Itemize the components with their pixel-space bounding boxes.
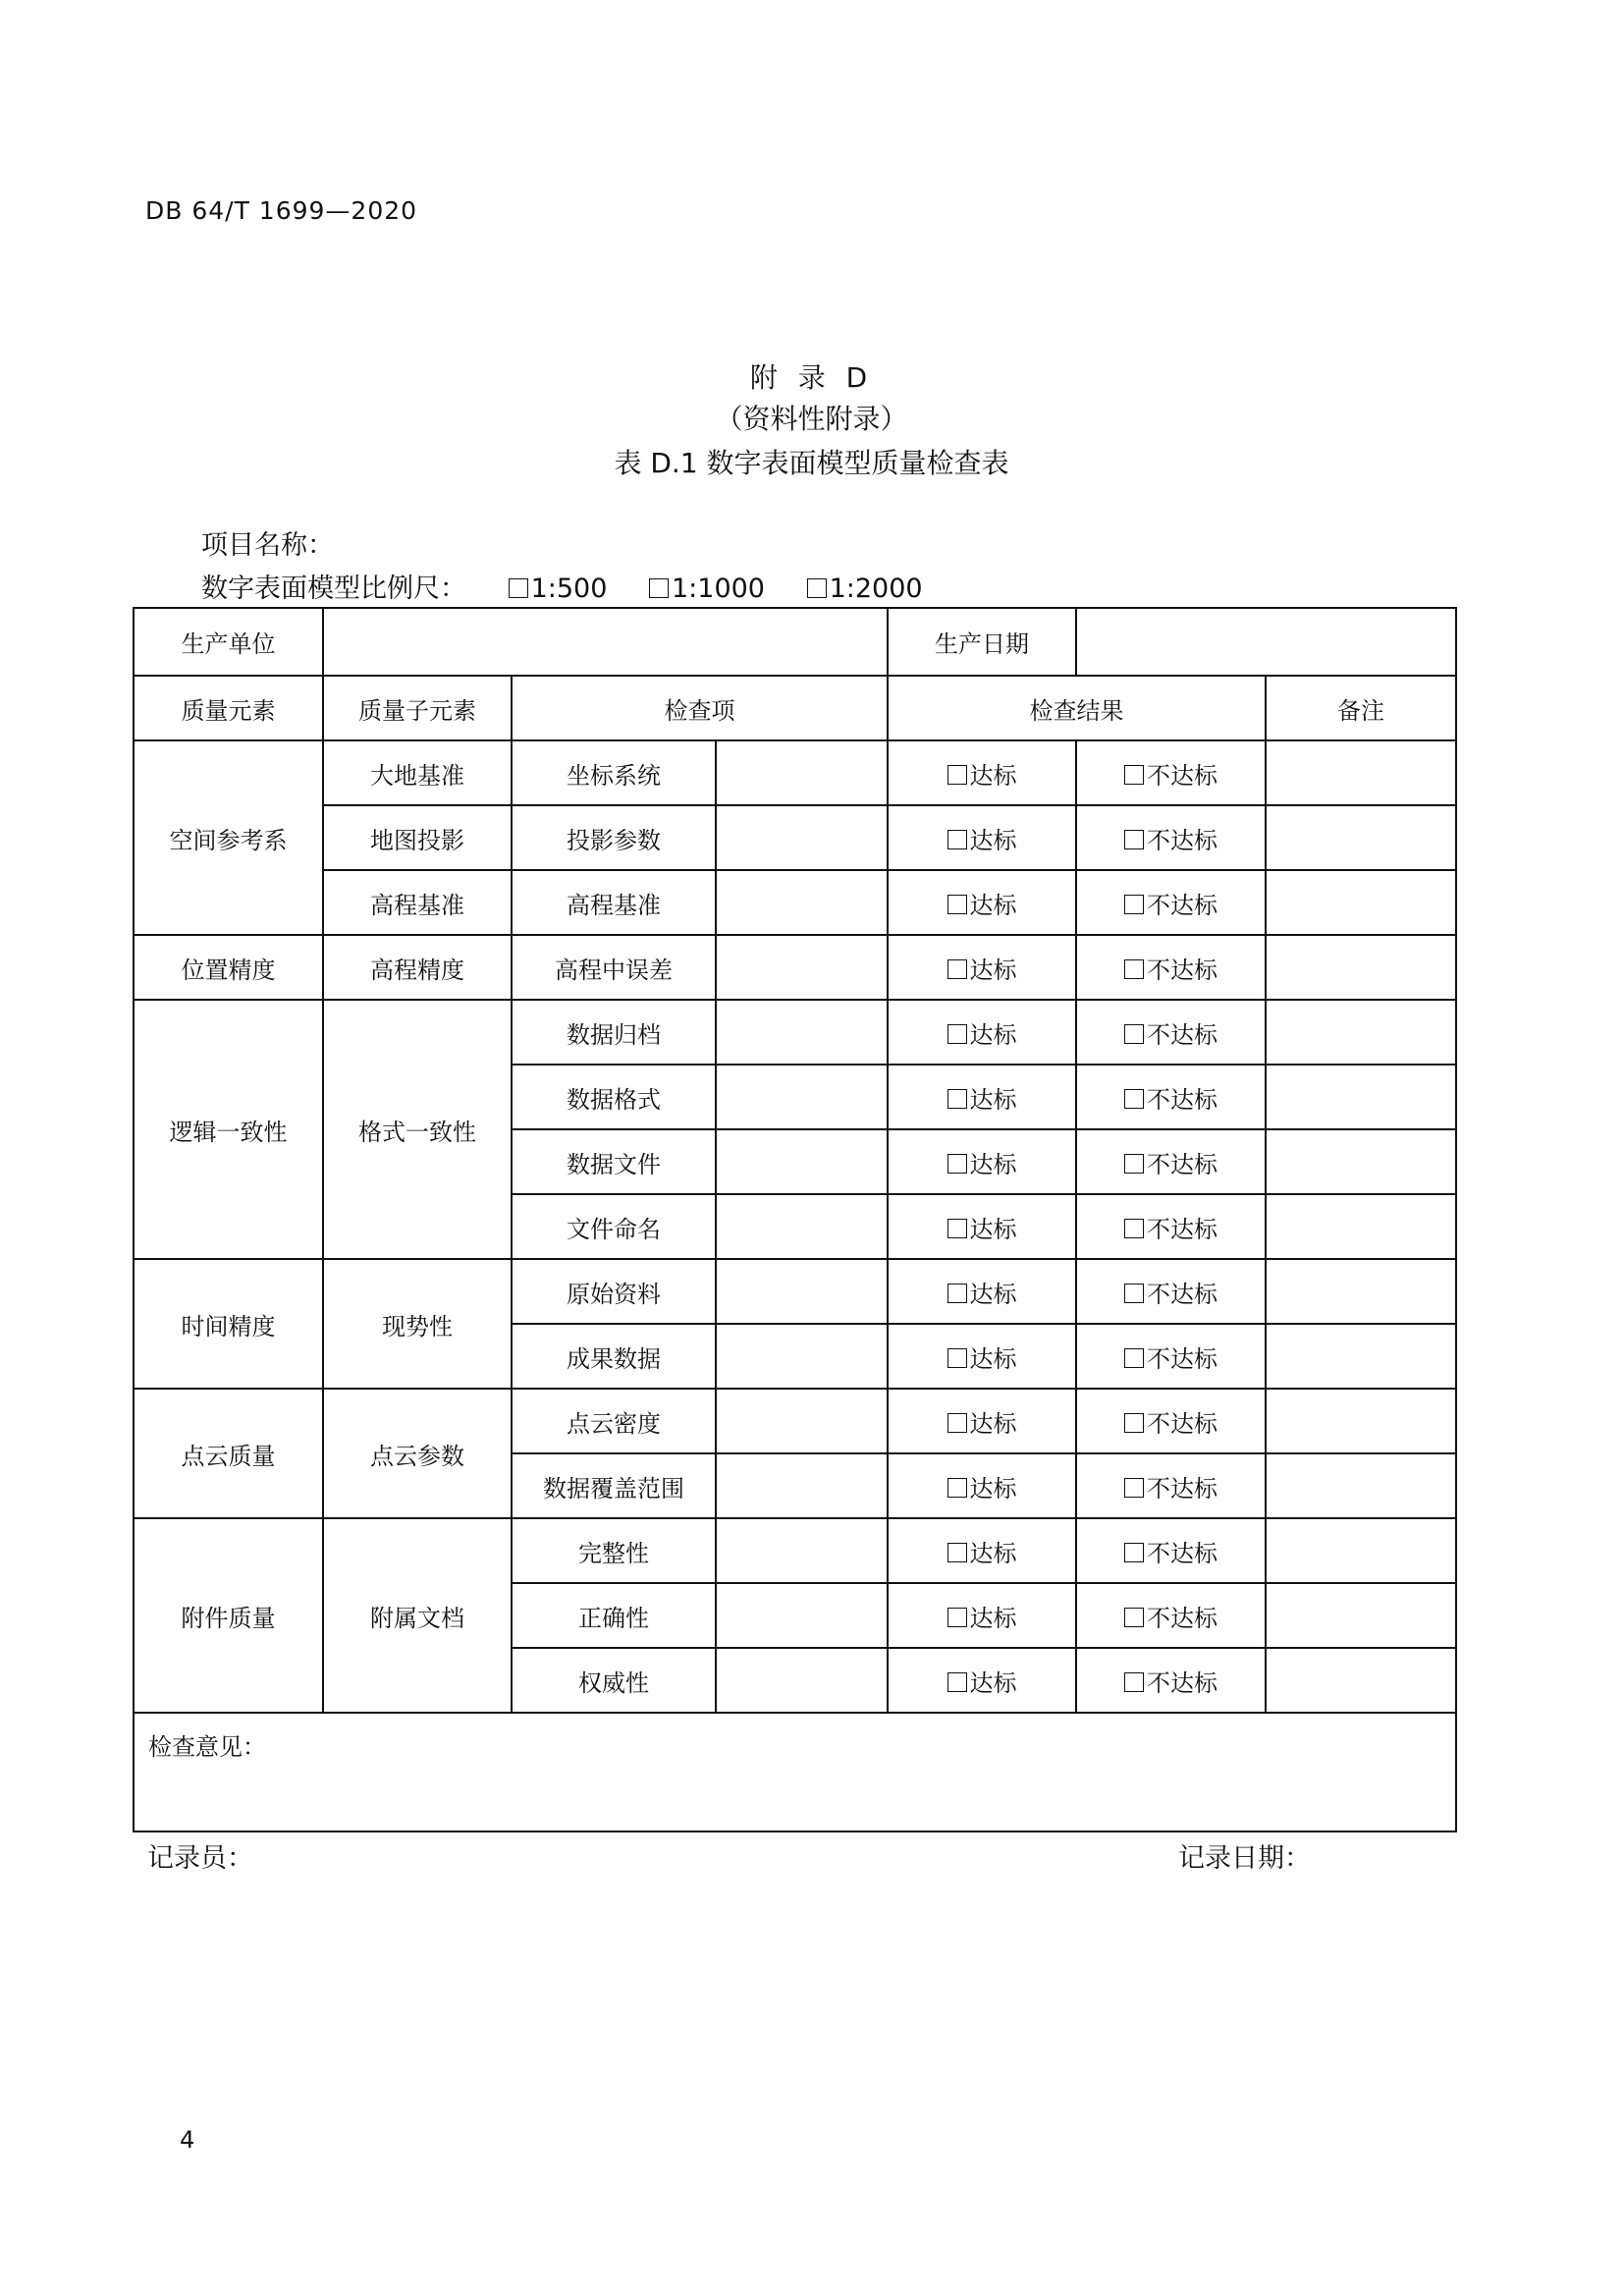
check-item: 数据覆盖范围 <box>512 1453 716 1518</box>
recorder-label: 记录员： <box>147 1843 253 1874</box>
header-remark: 备注 <box>1266 676 1456 740</box>
quality-sub-element: 现势性 <box>323 1259 512 1389</box>
table-title: 表 D.1 数字表面模型质量检查表 <box>614 447 1009 479</box>
remark-cell[interactable] <box>1266 1518 1456 1583</box>
scale-line <box>201 567 923 605</box>
fail-label: 不达标 <box>1147 1409 1218 1438</box>
fail-label: 不达标 <box>1147 1280 1218 1308</box>
check-item: 成果数据 <box>512 1324 716 1389</box>
checkbox-icon <box>1124 1284 1144 1303</box>
pass-label: 达标 <box>969 1215 1017 1243</box>
appendix-title: 附 录 D <box>749 361 874 394</box>
check-item-detail[interactable] <box>716 1518 888 1583</box>
fail-label: 不达标 <box>1147 1604 1218 1632</box>
record-date-label: 记录日期： <box>1178 1843 1311 1874</box>
remark-cell[interactable] <box>1266 1194 1456 1259</box>
fail-option[interactable] <box>1076 1129 1266 1194</box>
remark-cell[interactable] <box>1266 1129 1456 1194</box>
fail-label: 不达标 <box>1147 1539 1218 1567</box>
pass-option[interactable] <box>888 1518 1076 1583</box>
scale-option-500[interactable]: 1:500 <box>509 574 608 604</box>
fail-option[interactable] <box>1076 1000 1266 1065</box>
scale-label: 数字表面模型比例尺： <box>201 574 466 604</box>
quality-element: 时间精度 <box>134 1259 323 1389</box>
check-item-detail[interactable] <box>716 805 888 870</box>
checkbox-icon <box>1124 1672 1144 1692</box>
check-item-detail[interactable] <box>716 740 888 805</box>
check-item-detail[interactable] <box>716 870 888 935</box>
check-item: 数据归档 <box>512 1000 716 1065</box>
remark-cell[interactable] <box>1266 1000 1456 1065</box>
remark-cell[interactable] <box>1266 805 1456 870</box>
project-name-label: 项目名称： <box>201 530 334 561</box>
check-item-detail[interactable] <box>716 1000 888 1065</box>
fail-label: 不达标 <box>1147 1085 1218 1114</box>
fail-option[interactable] <box>1076 1648 1266 1713</box>
table-row <box>134 1389 1456 1453</box>
fail-label: 不达标 <box>1147 1150 1218 1178</box>
quality-element: 空间参考系 <box>134 740 323 935</box>
header-element: 质量元素 <box>134 676 323 740</box>
pass-option[interactable] <box>888 1389 1076 1453</box>
fail-option[interactable] <box>1076 1259 1266 1324</box>
quality-check-table <box>133 607 1457 1832</box>
checkbox-icon <box>947 1543 967 1562</box>
check-item-detail[interactable] <box>716 1648 888 1713</box>
fail-label: 不达标 <box>1147 826 1218 854</box>
checkbox-icon <box>947 1284 967 1303</box>
fail-option[interactable] <box>1076 1453 1266 1518</box>
checkbox-icon <box>947 959 967 979</box>
check-item: 高程基准 <box>512 870 716 935</box>
scale-option-1000[interactable]: 1:1000 <box>649 574 765 604</box>
fail-label: 不达标 <box>1147 1344 1218 1373</box>
table-row <box>134 805 1456 870</box>
checkbox-icon <box>1124 1478 1144 1498</box>
quality-sub-element: 点云参数 <box>323 1389 512 1518</box>
check-item: 完整性 <box>512 1518 716 1583</box>
quality-element: 附件质量 <box>134 1518 323 1713</box>
remark-cell[interactable] <box>1266 1648 1456 1713</box>
checkbox-icon <box>947 1478 967 1498</box>
quality-sub-element: 高程基准 <box>323 870 512 935</box>
checkbox-icon <box>947 1672 967 1692</box>
production-unit-label: 生产单位 <box>134 608 323 676</box>
check-item: 数据格式 <box>512 1065 716 1129</box>
check-item-detail[interactable] <box>716 1194 888 1259</box>
checkbox-icon <box>947 1024 967 1044</box>
fail-label: 不达标 <box>1147 1215 1218 1243</box>
pass-option[interactable] <box>888 1065 1076 1129</box>
pass-label: 达标 <box>969 1085 1017 1114</box>
pass-label: 达标 <box>969 1150 1017 1178</box>
quality-element: 位置精度 <box>134 935 323 1000</box>
checkbox-icon <box>807 578 827 598</box>
remark-cell[interactable] <box>1266 1453 1456 1518</box>
check-item: 坐标系统 <box>512 740 716 805</box>
pass-label: 达标 <box>969 826 1017 854</box>
checkbox-icon <box>947 1154 967 1174</box>
fail-option[interactable] <box>1076 935 1266 1000</box>
check-item: 原始资料 <box>512 1259 716 1324</box>
pass-label: 达标 <box>969 1344 1017 1373</box>
remark-cell[interactable] <box>1266 935 1456 1000</box>
check-item: 文件命名 <box>512 1194 716 1259</box>
table-row <box>134 740 1456 805</box>
checkbox-icon <box>1124 959 1144 979</box>
fail-option[interactable] <box>1076 805 1266 870</box>
pass-option[interactable] <box>888 1324 1076 1389</box>
checkbox-icon <box>1124 1543 1144 1562</box>
pass-label: 达标 <box>969 761 1017 790</box>
pass-option[interactable] <box>888 870 1076 935</box>
fail-option[interactable] <box>1076 1324 1266 1389</box>
checkbox-icon <box>1124 1024 1144 1044</box>
checkbox-icon <box>947 1219 967 1238</box>
fail-option[interactable] <box>1076 1518 1266 1583</box>
checkbox-icon <box>1124 1413 1144 1433</box>
check-opinion[interactable]: 检查意见： <box>134 1713 1456 1831</box>
check-item-detail[interactable] <box>716 1259 888 1324</box>
pass-option[interactable] <box>888 805 1076 870</box>
quality-sub-element: 地图投影 <box>323 805 512 870</box>
opinion-row <box>134 1713 1456 1831</box>
checkbox-icon <box>509 578 528 598</box>
checkbox-icon <box>947 1413 967 1433</box>
checkbox-icon <box>1124 1154 1144 1174</box>
fail-label: 不达标 <box>1147 1020 1218 1049</box>
pass-option[interactable] <box>888 1000 1076 1065</box>
check-item-detail[interactable] <box>716 1065 888 1129</box>
check-item-detail[interactable] <box>716 935 888 1000</box>
quality-element: 逻辑一致性 <box>134 1000 323 1259</box>
check-item-detail[interactable] <box>716 1453 888 1518</box>
fail-option[interactable] <box>1076 1194 1266 1259</box>
fail-option[interactable] <box>1076 740 1266 805</box>
fail-label: 不达标 <box>1147 761 1218 790</box>
header-check-item: 检查项 <box>512 676 888 740</box>
pass-label: 达标 <box>969 891 1017 919</box>
production-date-value[interactable] <box>1076 608 1456 676</box>
fail-option[interactable] <box>1076 1583 1266 1648</box>
pass-label: 达标 <box>969 1539 1017 1567</box>
checkbox-icon <box>1124 895 1144 914</box>
table-row <box>134 1259 1456 1324</box>
pass-option[interactable] <box>888 935 1076 1000</box>
remark-cell[interactable] <box>1266 1065 1456 1129</box>
pass-option[interactable] <box>888 1194 1076 1259</box>
checkbox-icon <box>1124 1089 1144 1109</box>
quality-element: 点云质量 <box>134 1389 323 1518</box>
check-item: 高程中误差 <box>512 935 716 1000</box>
check-item-detail[interactable] <box>716 1583 888 1648</box>
page-number: 4 <box>180 2126 195 2154</box>
checkbox-icon <box>947 1348 967 1368</box>
pass-label: 达标 <box>969 1020 1017 1049</box>
check-item-detail[interactable] <box>716 1324 888 1389</box>
checkbox-icon <box>1124 1348 1144 1368</box>
remark-cell[interactable] <box>1266 1583 1456 1648</box>
remark-cell[interactable] <box>1266 1324 1456 1389</box>
production-date-label: 生产日期 <box>888 608 1076 676</box>
fail-option[interactable] <box>1076 870 1266 935</box>
fail-label: 不达标 <box>1147 891 1218 919</box>
standard-code: DB 64/T 1699—2020 <box>145 196 418 225</box>
remark-cell[interactable] <box>1266 870 1456 935</box>
pass-option[interactable] <box>888 1453 1076 1518</box>
fail-option[interactable] <box>1076 1065 1266 1129</box>
checkbox-icon <box>1124 1219 1144 1238</box>
checkbox-icon <box>1124 1608 1144 1627</box>
fail-option[interactable] <box>1076 1389 1266 1453</box>
table-row <box>134 935 1456 1000</box>
pass-label: 达标 <box>969 1668 1017 1697</box>
quality-sub-element: 附属文档 <box>323 1518 512 1713</box>
quality-sub-element: 格式一致性 <box>323 1000 512 1259</box>
check-item: 正确性 <box>512 1583 716 1648</box>
check-item: 权威性 <box>512 1648 716 1713</box>
pass-label: 达标 <box>969 1280 1017 1308</box>
remark-cell[interactable] <box>1266 1259 1456 1324</box>
header-sub-element: 质量子元素 <box>323 676 512 740</box>
fail-label: 不达标 <box>1147 956 1218 984</box>
pass-label: 达标 <box>969 1604 1017 1632</box>
checkbox-icon <box>649 578 669 598</box>
pass-option[interactable] <box>888 1129 1076 1194</box>
remark-cell[interactable] <box>1266 1389 1456 1453</box>
project-name-line <box>201 523 334 562</box>
remark-cell[interactable] <box>1266 740 1456 805</box>
check-item: 点云密度 <box>512 1389 716 1453</box>
table-row <box>134 870 1456 935</box>
checkbox-icon <box>947 765 967 785</box>
pass-label: 达标 <box>969 1409 1017 1438</box>
checkbox-icon <box>1124 830 1144 849</box>
check-item-detail[interactable] <box>716 1129 888 1194</box>
checkbox-icon <box>947 895 967 914</box>
checkbox-icon <box>1124 765 1144 785</box>
production-unit-value[interactable] <box>323 608 888 676</box>
header-result: 检查结果 <box>888 676 1266 740</box>
pass-label: 达标 <box>969 956 1017 984</box>
checkbox-icon <box>947 1089 967 1109</box>
pass-option[interactable] <box>888 1259 1076 1324</box>
checkbox-icon <box>947 830 967 849</box>
table-row <box>134 1518 1456 1583</box>
fail-label: 不达标 <box>1147 1474 1218 1503</box>
scale-option-2000[interactable]: 1:2000 <box>807 574 923 604</box>
table-row <box>134 1000 1456 1065</box>
pass-label: 达标 <box>969 1474 1017 1503</box>
check-item: 投影参数 <box>512 805 716 870</box>
pass-option[interactable] <box>888 1583 1076 1648</box>
fail-label: 不达标 <box>1147 1668 1218 1697</box>
quality-sub-element: 高程精度 <box>323 935 512 1000</box>
pass-option[interactable] <box>888 740 1076 805</box>
check-item: 数据文件 <box>512 1129 716 1194</box>
checkbox-icon <box>947 1608 967 1627</box>
check-item-detail[interactable] <box>716 1389 888 1453</box>
quality-sub-element: 大地基准 <box>323 740 512 805</box>
pass-option[interactable] <box>888 1648 1076 1713</box>
appendix-type: （资料性附录） <box>715 403 908 435</box>
